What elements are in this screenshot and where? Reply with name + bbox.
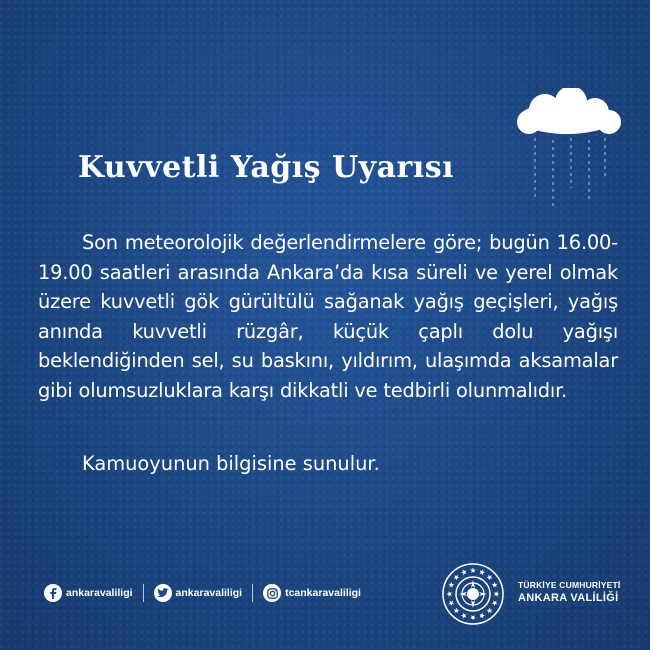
emblem-star xyxy=(470,615,476,620)
emblem-star xyxy=(479,613,485,619)
facebook-link[interactable] xyxy=(44,584,133,602)
instagram-link[interactable] xyxy=(263,584,361,602)
instagram-handle: tcankaravaliligi xyxy=(285,587,361,599)
body-line: sel, su baskını, yıldırım, ulaşımda aksamalar xyxy=(191,349,618,372)
emblem-star xyxy=(461,613,467,619)
page-title: Kuvvetli Yağış Uyarısı xyxy=(78,150,455,185)
twitter-icon xyxy=(154,584,172,602)
facebook-handle: ankaravaliligi xyxy=(66,587,133,599)
body-line: Son meteorolojik değerlendirmelere göre; xyxy=(82,231,483,254)
emblem-star xyxy=(492,600,498,606)
organization-name xyxy=(518,580,621,604)
body-line: gürültülü sağanak yağış geçişleri, yağış anında xyxy=(38,290,619,343)
body-line: bugün 16.00-19.00 saatleri arasında Ankara’da xyxy=(38,231,618,284)
announcement-body xyxy=(38,228,618,405)
instagram-icon xyxy=(263,584,281,602)
emblem-star xyxy=(487,608,493,614)
emblem-star xyxy=(449,600,455,606)
emblem-star xyxy=(487,575,493,581)
body-line: kısa süreli ve yerel olmak üzere kuvvetli gök xyxy=(38,260,619,313)
emblem-star xyxy=(461,570,467,576)
closing-text: Kamuoyunun bilgisine sunulur. xyxy=(82,452,380,475)
emblem-seal-icon xyxy=(442,563,504,625)
org-line-1: TÜRKİYE CUMHURİYETİ xyxy=(518,580,621,590)
emblem-star xyxy=(447,591,452,597)
emblem-star xyxy=(454,608,460,614)
emblem-star xyxy=(494,591,499,597)
emblem-star xyxy=(470,568,476,573)
twitter-handle: ankaravaliligi xyxy=(175,587,243,599)
facebook-icon xyxy=(44,584,62,602)
emblem-star xyxy=(454,575,460,581)
emblem-star xyxy=(492,582,498,588)
rain-cloud-icon xyxy=(505,88,630,208)
divider xyxy=(252,584,253,602)
emblem-star xyxy=(479,570,485,576)
org-line-2: ANKARA VALİLİĞİ xyxy=(518,592,619,604)
twitter-link[interactable] xyxy=(154,584,243,602)
emblem-star xyxy=(449,582,455,588)
body-line: kuvvetli rüzgâr, küçük çaplı dolu yağışı beklendiğinden xyxy=(38,319,619,372)
body-line: gibi olumsuzluklara karşı dikkatli ve tedbirli olunmalıdır. xyxy=(38,378,568,402)
social-links xyxy=(44,584,361,602)
divider xyxy=(143,584,144,602)
